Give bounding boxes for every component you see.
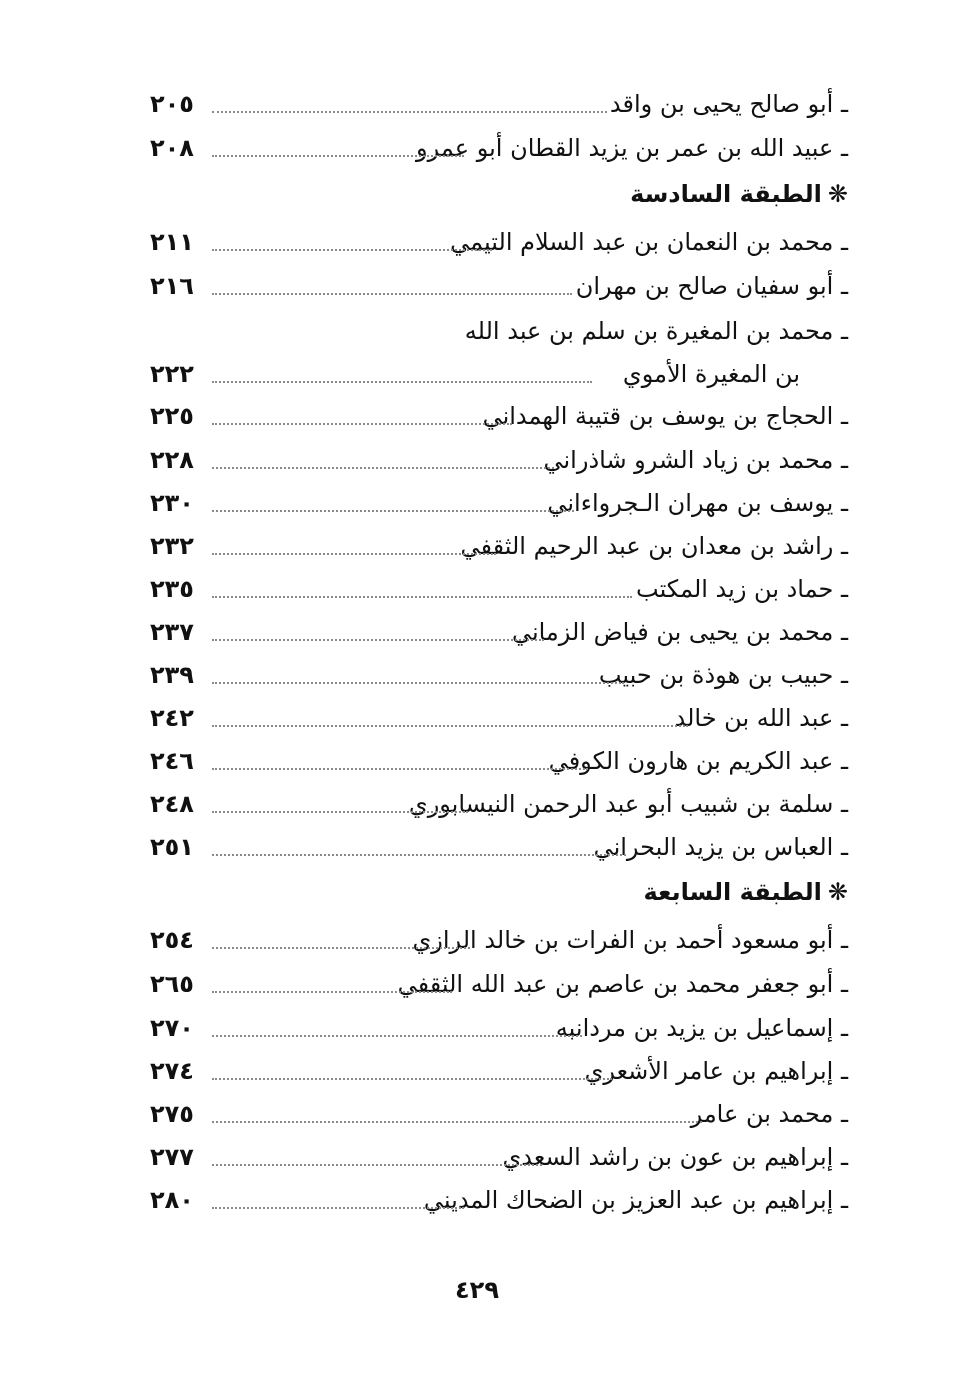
toc-entry <box>132 962 848 1006</box>
dot-leader <box>212 423 512 425</box>
dot-leader <box>212 947 470 949</box>
entry-page-number: ٢٠٥ <box>150 90 194 118</box>
asterisk-icon: ❋ <box>827 878 848 906</box>
dot-leader <box>212 249 492 251</box>
entry-page-number: ٢٧٠ <box>150 1014 194 1042</box>
entry-page-number: ٢١٦ <box>150 272 194 300</box>
toc-entry <box>132 438 848 482</box>
entry-page-number: ٢٨٠ <box>150 1186 194 1214</box>
entry-page-number: ٢٢٨ <box>150 446 194 474</box>
dot-leader <box>212 854 626 856</box>
toc-entry <box>132 264 848 308</box>
dot-leader <box>212 1121 702 1123</box>
toc-entry <box>132 610 848 654</box>
dot-leader <box>212 1164 542 1166</box>
entry-page-number: ٢٢٢ <box>150 360 194 388</box>
asterisk-icon: ❋ <box>827 180 848 208</box>
toc-entry <box>132 739 848 783</box>
entry-title: ـ يوسف بن مهران الـجرواءاني <box>547 489 848 517</box>
toc-entry <box>132 1178 848 1222</box>
entry-title: ـ حماد بن زيد المكتب <box>636 575 848 603</box>
entry-page-number: ٢٣٩ <box>150 661 194 689</box>
entry-title: ـ أبو سفيان صالح بن مهران <box>575 272 848 300</box>
toc-entry <box>132 1092 848 1136</box>
dot-leader <box>212 293 572 295</box>
entry-title: ـ حبيب بن هوذة بن حبيب <box>598 661 848 689</box>
entry-title: ـ محمد بن يحيى بن فياض الزماني <box>511 618 848 646</box>
toc-entry <box>132 782 848 826</box>
entry-title: ـ محمد بن المغيرة بن سلم بن عبد الله <box>464 317 848 345</box>
dot-leader <box>212 768 588 770</box>
dot-leader <box>212 639 544 641</box>
entry-page-number: ٢٣٥ <box>150 575 194 603</box>
entry-title: ـ محمد بن زياد الشرو شاذراني <box>543 446 848 474</box>
entry-title: ـ أبو صالح يحيى بن واقد <box>609 90 848 118</box>
entry-title: ـ العباس بن يزيد البحراني <box>593 833 848 861</box>
entry-page-number: ٢٤٢ <box>150 704 194 732</box>
dot-leader <box>212 1078 612 1080</box>
entry-page-number: ٢١١ <box>150 228 194 256</box>
dot-leader <box>212 111 607 113</box>
dot-leader <box>212 682 624 684</box>
entry-title: ـ محمد بن النعمان بن عبد السلام التيمي <box>450 228 848 256</box>
entry-page-number: ٢٧٥ <box>150 1100 194 1128</box>
entry-title: ـ عبد الكريم بن هارون الكوفي <box>548 747 848 775</box>
toc-entry <box>132 825 848 869</box>
section-title <box>630 172 848 216</box>
entry-title: ـ إسماعيل بن يزيد بن مردانبه <box>555 1014 848 1042</box>
dot-leader <box>212 991 452 993</box>
entry-title: ـ إبراهيم بن عامر الأشعري <box>584 1057 848 1085</box>
entry-page-number: ٢٤٨ <box>150 790 194 818</box>
toc-entry <box>132 481 848 525</box>
dot-leader <box>212 510 574 512</box>
toc-entry <box>132 918 848 962</box>
entry-title: ـ عبد الله بن خالد <box>674 704 848 732</box>
section-label: الطبقة السابعة <box>643 878 822 906</box>
entry-page-number: ٢٠٨ <box>150 134 194 162</box>
toc-entry <box>132 126 848 170</box>
toc-entry <box>132 1006 848 1050</box>
entry-title: ـ أبو مسعود أحمد بن الفرات بن خالد الرازي <box>412 926 848 954</box>
entry-page-number: ٢٤٦ <box>150 747 194 775</box>
toc-entry <box>132 1135 848 1179</box>
page-number: ٤٢٩ <box>455 1276 499 1304</box>
dot-leader <box>212 381 592 383</box>
toc-entry <box>132 696 848 740</box>
toc-entry <box>132 220 848 264</box>
toc-entry <box>132 653 848 697</box>
toc-entry <box>132 394 848 438</box>
dot-leader <box>212 155 464 157</box>
toc-entry <box>132 352 848 396</box>
dot-leader <box>212 596 632 598</box>
dot-leader <box>212 811 468 813</box>
entry-title: ـ أبو جعفر محمد بن عاصم بن عبد الله الثقفي <box>397 970 848 998</box>
entry-page-number: ٢٢٥ <box>150 402 194 430</box>
entry-page-number: ٢٣٢ <box>150 532 194 560</box>
dot-leader <box>212 725 688 727</box>
entry-page-number: ٢٦٥ <box>150 970 194 998</box>
entry-title: بن المغيرة الأموي <box>622 360 800 388</box>
section-title <box>644 870 849 914</box>
toc-entry <box>132 82 848 126</box>
toc-entry <box>132 567 848 611</box>
toc-entry <box>132 1049 848 1093</box>
dot-leader <box>212 1207 464 1209</box>
entry-page-number: ٢٥١ <box>150 833 194 861</box>
toc-entry <box>132 524 848 568</box>
entry-title: ـ عبيد الله بن عمر بن يزيد القطان أبو عمرو <box>416 134 848 162</box>
entry-page-number: ٢٣٠ <box>150 489 194 517</box>
dot-leader <box>212 1035 582 1037</box>
dot-leader <box>212 553 496 555</box>
dot-leader <box>212 467 554 469</box>
entry-title: ـ سلمة بن شبيب أبو عبد الرحمن النيسابوري <box>408 790 848 818</box>
entry-page-number: ٢٧٧ <box>150 1143 194 1171</box>
entry-title: ـ إبراهيم بن عون بن راشد السعدي <box>502 1143 848 1171</box>
entry-title: ـ محمد بن عامر <box>690 1100 848 1128</box>
toc-entry <box>132 309 848 353</box>
entry-title: ـ راشد بن معدان بن عبد الرحيم الثقفي <box>460 532 848 560</box>
entry-page-number: ٢٣٧ <box>150 618 194 646</box>
entry-title: ـ الحجاج بن يوسف بن قتيبة الهمداني <box>482 402 848 430</box>
entry-title: ـ إبراهيم بن عبد العزيز بن الضحاك المديني <box>423 1186 848 1214</box>
section-heading <box>132 870 848 914</box>
entry-page-number: ٢٥٤ <box>150 926 194 954</box>
entry-page-number: ٢٧٤ <box>150 1057 194 1085</box>
section-label: الطبقة السادسة <box>630 180 822 208</box>
section-heading <box>132 172 848 216</box>
